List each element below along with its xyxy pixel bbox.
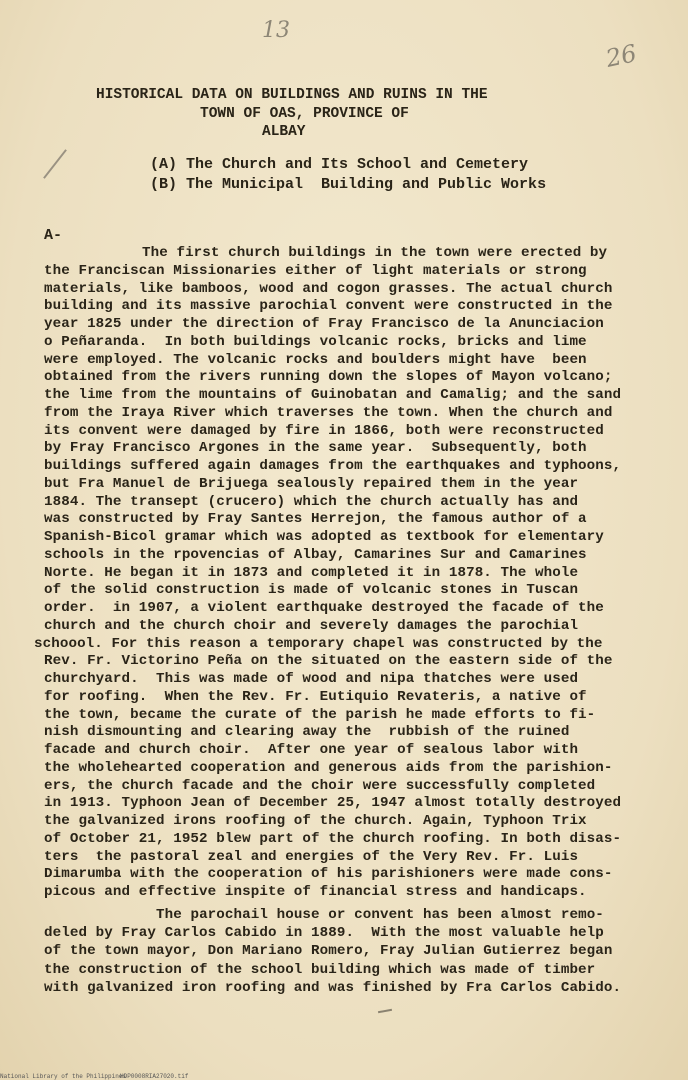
text-line: facade and church choir. After one year of sealous labor with (44, 742, 579, 758)
contents-item-a: (A) The Church and Its School and Cemetery (150, 156, 529, 173)
text-line: nish dismounting and clearing away the rubbish of the ruined (44, 724, 570, 741)
text-line: o Peñaranda. In both buildings volcanic rocks, bricks and lime (44, 333, 587, 350)
text-line: the wholehearted cooperation and generous aids from the parishion- (44, 759, 613, 776)
text-line: ters the pastoral zeal and energies of the Very Rev. Fr. Luis (44, 848, 579, 865)
text-line: buildings suffered again damages from the earthquakes and typhoons, (44, 458, 622, 474)
text-line: for roofing. When the Rev. Fr. Eutiquio Revateris, a native of (44, 688, 587, 705)
folio-annotation: 13 (262, 18, 290, 43)
text-line: from the Iraya River which traverses the town. When the church and (44, 404, 613, 421)
text-line: the construction of the school building which was made of timber (44, 961, 596, 978)
text-line: picous and effective inspite of financial stress and handicaps. (44, 884, 587, 900)
ink-mark (378, 1009, 392, 1013)
text-line: deled by Fray Carlos Cabido in 1889. With the most valuable help (44, 925, 604, 942)
text-line: of the town mayor, Don Mariano Romero, Fray Julian Gutierrez began (44, 943, 613, 960)
text-line: Spanish-Bicol gramar which was adopted as textbook for elementary (44, 529, 604, 545)
text-line: 1884. The transept (crucero) which the church actually has and (44, 493, 579, 510)
text-line: Rev. Fr. Victorino Peña on the situated on the eastern side of the (44, 653, 613, 670)
text-line: church and the church choir and severely damages the parochial (44, 617, 579, 634)
footer-code: HDP0008RIA27020.tif (120, 1073, 189, 1080)
page-number-annotation: 26 (603, 39, 640, 73)
text-line: the lime from the mountains of Guinobatan and Camalig; and the sand (44, 387, 622, 403)
text-line: Dimarumba with the cooperation of his parishioners were made cons- (44, 866, 613, 883)
heading-line-1: HISTORICAL DATA ON BUILDINGS AND RUINS IN THE (96, 87, 488, 103)
text-line: of October 21, 1952 blew part of the church roofing. In both disas- (44, 830, 622, 847)
text-line: Norte. He began it in 1873 and completed it in 1878. The whole (44, 564, 579, 581)
text-line: of the solid construction is made of volcanic stones in Tuscan (44, 582, 579, 599)
text-line: obtained from the rivers running down the slopes of Mayon volcano; (44, 369, 613, 386)
heading-line-2: TOWN OF OAS, PROVINCE OF (200, 106, 409, 122)
text-line: by Fray Francisco Argones in the same year. Subsequently, both (44, 440, 587, 457)
text-line: its convent were damaged by fire in 1866, both were reconstructed (44, 422, 604, 439)
heading-line-3: ALBAY (262, 124, 306, 140)
text-line: The parochail house or convent has been almost remo- (156, 907, 604, 923)
footer-library: National Library of the Philippines (0, 1073, 127, 1080)
text-line: schoool. For this reason a temporary chapel was constructed by the (34, 635, 603, 652)
text-line: the Franciscan Missionaries either of light materials or strong (44, 262, 587, 279)
text-line: ers, the church facade and the choir were successfully completed (44, 777, 596, 794)
text-line: the town, became the curate of the parish he made efforts to fi- (44, 706, 596, 723)
text-line: building and its massive parochial convent were constructed in the (44, 298, 613, 315)
text-line: the galvanized irons roofing of the church. Again, Typhoon Trix (44, 813, 587, 829)
text-line: but Fra Manuel de Brijuega sealously repaired them in the year (44, 475, 579, 492)
text-line: The first church buildings in the town were erected by (142, 245, 608, 261)
contents-item-b: (B) The Municipal Building and Public Works (150, 176, 547, 193)
text-line: materials, like bamboos, wood and cogon grasses. The actual church (44, 280, 613, 297)
pencil-mark (43, 149, 67, 179)
text-line: in 1913. Typhoon Jean of December 25, 1947 almost totally destroyed (44, 795, 622, 812)
text-line: was constructed by Fray Santes Herrejon, the famous author of a (44, 511, 587, 528)
section-label: A- (44, 227, 63, 244)
text-line: year 1825 under the direction of Fray Francisco de la Anunciacion (44, 316, 604, 332)
text-line: order. in 1907, a violent earthquake destroyed the facade of the (44, 600, 604, 616)
text-line: were employed. The volcanic rocks and boulders might have been (44, 351, 587, 368)
text-line: churchyard. This was made of wood and nipa thatches were used (44, 671, 579, 687)
text-line: schools in the rpovencias of Albay, Camarines Sur and Camarines (44, 546, 587, 563)
text-line: with galvanized iron roofing and was finished by Fra Carlos Cabido. (44, 979, 622, 996)
